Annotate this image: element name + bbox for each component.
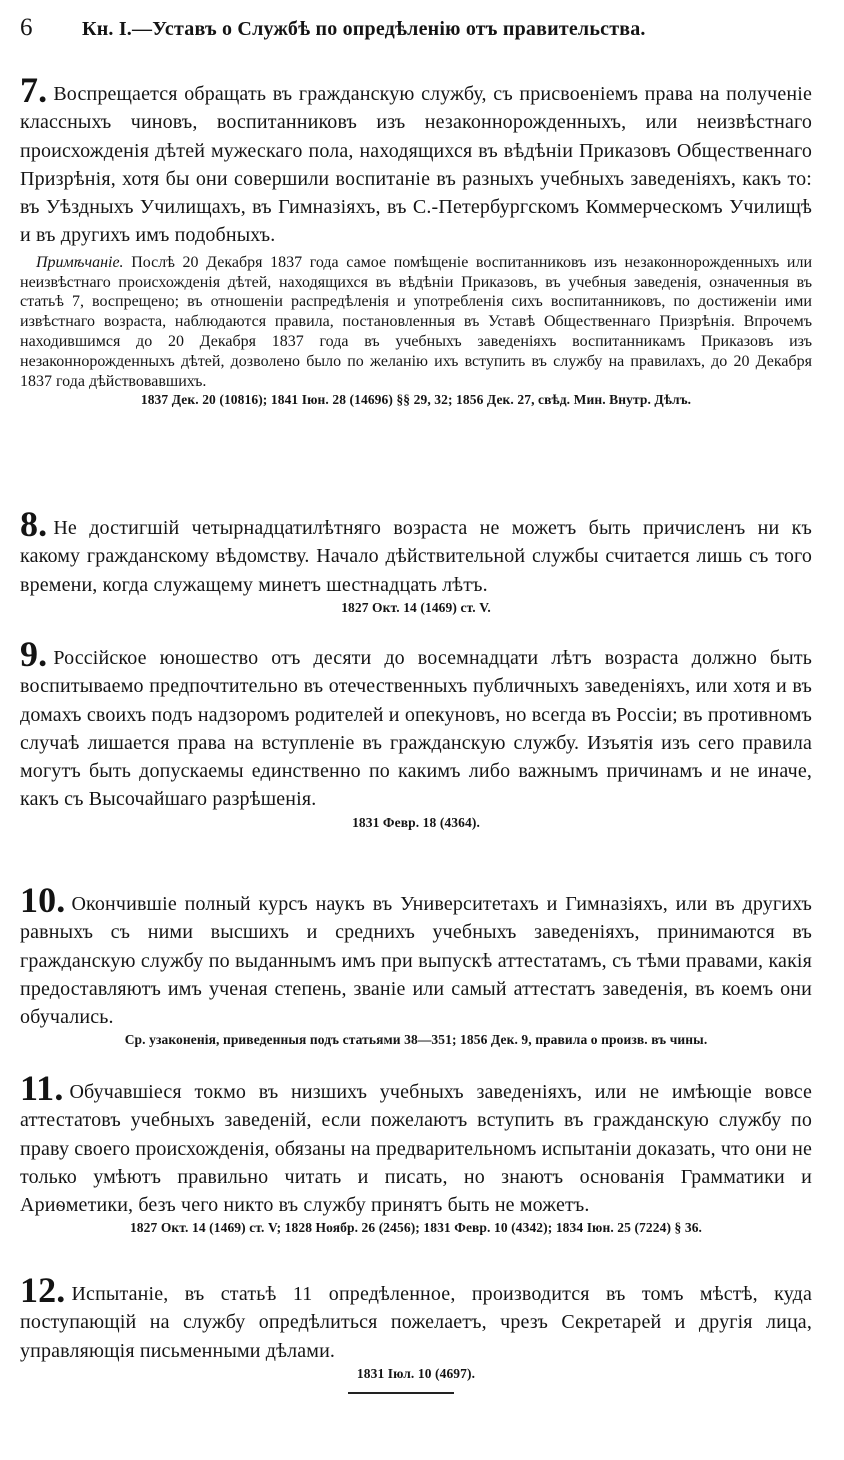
article-12-text [20,1270,812,1365]
article-9 [20,634,812,832]
document-page [20,14,813,1381]
article-9-text [20,634,812,814]
article-number: 11. [20,1068,64,1108]
article-number: 10. [20,880,66,920]
article-body: Окончившіе полный курсъ наукъ въ Университетахъ и Гимназіяхъ, или въ другихъ равныхъ съ ними высшихъ и среднихъ учебныхъ заведеніяхъ, принимаются въ гражданскую службу по выданнымъ имъ при выпускѣ аттестатамъ, съ тѣми правами, какія предоставляютъ имъ ученая степень, званіе или самый аттестатъ заведенія, въ коемъ они обучались. [20,893,812,1029]
article-citation: 1831 Февр. 18 (4364). [352,814,480,830]
article-citation: Ср. узаконенія, приведенныя подъ статьями 38—351; 1856 Дек. 9, правила о произв. въ чины. [124,1032,708,1048]
note-label: Примѣчаніе. [36,253,124,271]
article-8 [20,504,812,617]
article-7-text [20,70,812,250]
article-citation: 1837 Дек. 20 (10816); 1841 Іюн. 28 (14696) §§ 29, 32; 1856 Дек. 27, свѣд. Мин. Внутр. Дѣлъ. [140,392,692,408]
running-head: Кн. I.—Уставъ о Службѣ по опредѣленію отъ правительства. [82,18,646,40]
article-7 [20,70,813,409]
article-10-text [20,880,812,1031]
article-10 [20,880,812,1049]
article-12 [20,1270,812,1383]
note-body: Послѣ 20 Декабря 1837 года самое помѣщеніе воспитанниковъ изъ незаконнорожденныхъ или неизвѣстнаго происхожденія дѣтей, находящихся въ вѣдѣніи Приказовъ, въ учебныя заведенія, означенныя въ статьѣ 7, воспрещено; въ отношеніи распредѣленія и употребленія сихъ воспитанниковъ, по достиженіи ими извѣстнаго возраста, наблюдаются правила, постановленныя въ Уставѣ Общественнаго Призрѣнія. Впрочемъ находившимся до 20 Декабря 1837 года въ учебныхъ заведеніяхъ воспитанникамъ Приказовъ изъ незаконнорожденныхъ дѣтей, дозволено было по желанію ихъ вступить въ службу на правилахъ, до 20 Декабря 1837 года дѣйствовавшихъ. [20,253,813,390]
article-number: 12. [20,1270,66,1310]
article-11-text [20,1068,812,1219]
article-body: Россійское юношество отъ десяти до восемнадцати лѣтъ возраста должно быть воспитываемо предпочтительно въ отечественныхъ публичныхъ заведеніяхъ, или хотя и въ домахъ своихъ подъ надзоромъ родителей и опекуновъ, но всегда въ Россіи; въ противномъ случаѣ лишается права на вступленіе въ гражданскую службу. Изъятія изъ сего правила могутъ быть допускаемы единственно по какимъ либо важнымъ причинамъ и не иначе, какъ съ Высочайшаго разрѣшенія. [20,647,812,811]
page-header [20,14,812,54]
article-7-note [20,253,812,392]
article-citation: 1827 Окт. 14 (1469) ст. V. [341,599,491,615]
article-citation: 1827 Окт. 14 (1469) ст. V; 1828 Ноябр. 26 (2456); 1831 Февр. 10 (4342); 1834 Іюн. 25 (7224) § 36. [129,1220,703,1236]
article-body: Испытаніе, въ статьѣ 11 опредѣленное, производится въ томъ мѣстѣ, куда поступающій на службу опредѣлиться пожелаетъ, чрезъ Секретарей и другія лица, управляющія письменными дѣлами. [20,1283,812,1362]
article-8-text [20,504,812,599]
article-11 [20,1068,812,1237]
article-body: Не достигшій четырнадцатилѣтняго возраста не можетъ быть причисленъ ни къ какому гражданскому вѣдомству. Начало дѣйствительной службы считается лишь съ того времени, когда служащему минетъ шестнадцать лѣтъ. [20,517,812,596]
article-body: Воспрещается обращать въ гражданскую службу, съ присвоеніемъ права на полученіе классныхъ чиновъ, воспитанниковъ изъ незаконнорожденныхъ, или неизвѣстнаго происхожденія дѣтей мужескаго пола, находящихся въ вѣдѣніи Приказовъ Общественнаго Призрѣнія, хотя бы они совершили воспитаніе въ разныхъ учебныхъ заведеніяхъ, какъ то: въ Уѣздныхъ Училищахъ, въ Гимназіяхъ, въ С.-Петербургскомъ Коммерческомъ Училищѣ и въ другихъ имъ подобныхъ. [20,83,812,247]
article-number: 8. [20,504,48,544]
page-number: 6 [20,14,33,41]
article-citation: 1831 Іюл. 10 (4697). [356,1365,476,1381]
article-number: 9. [20,634,48,674]
article-number: 7. [20,70,48,110]
article-body: Обучавшіеся токмо въ низшихъ учебныхъ заведеніяхъ, или не имѣющіе вовсе аттестатовъ учебныхъ заведеній, если пожелаютъ вступить въ гражданскую службу по праву своего происхожденія, обязаны на предварительномъ испытаніи доказать, что они не только умѣютъ правильно читать и писать, но знаютъ основанія Грамматики и Ариѳметики, безъ чего никто въ службу принятъ быть не можетъ. [20,1081,812,1217]
closing-rule [348,1392,454,1394]
